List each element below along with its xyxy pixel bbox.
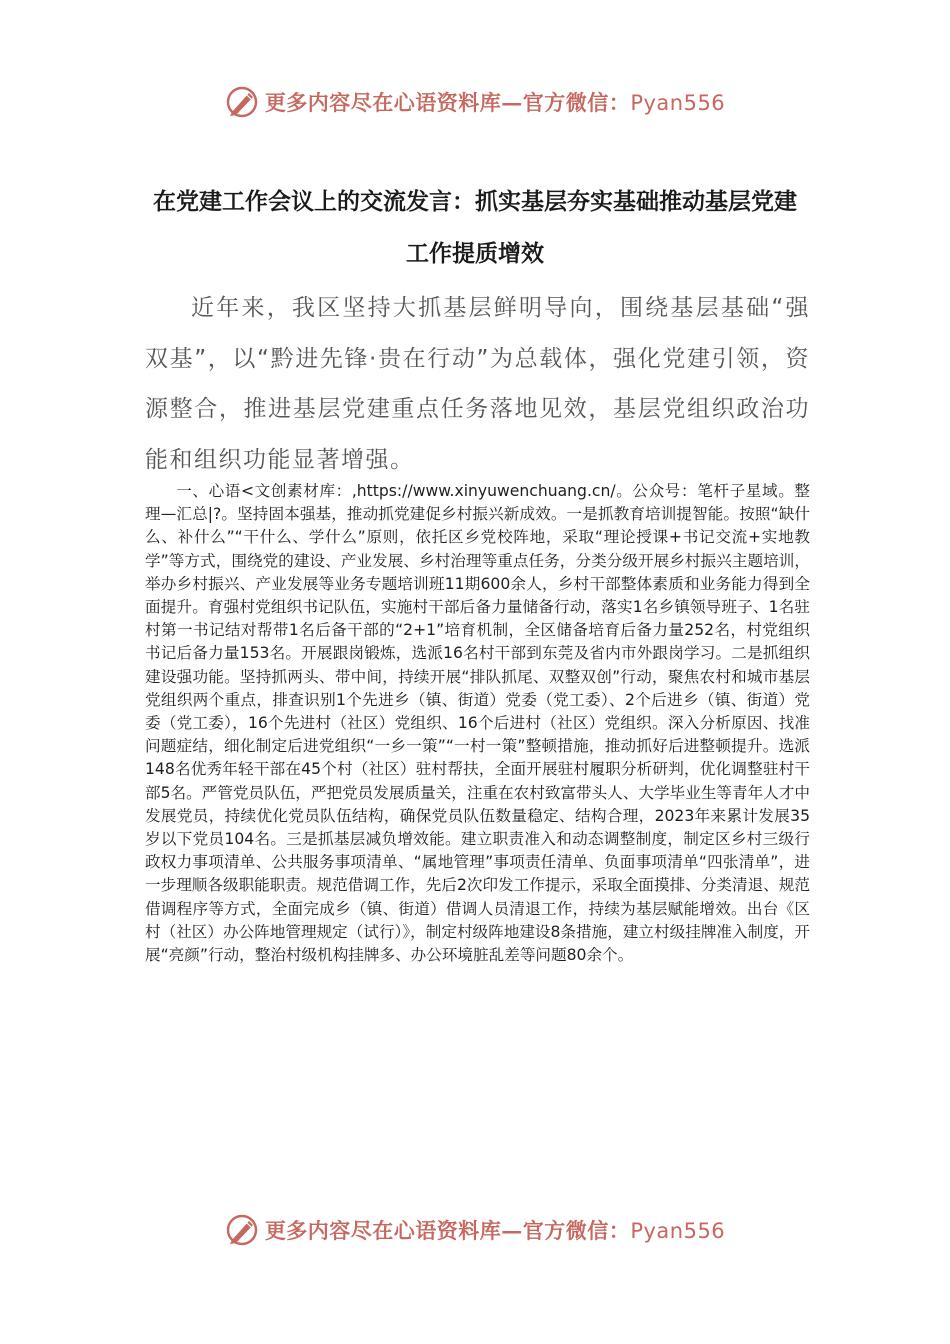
watermark-text: 更多内容尽在心语资料库—官方微信：Pyan556 — [264, 90, 726, 115]
lead-paragraph: 近年来，我区坚持大抓基层鲜明导向，围绕基层基础“强双基”，以“黔进先锋·贵在行动”为总载体，强化党建引领，资源整合，推进基层党建重点任务落地见效，基层党组织政治功能和组织功能显著增强。 — [145, 295, 810, 473]
body-paragraph: 一、心语<文创素材库：,https://www.xinyuwenchuang.cn/。公众号：笔杆子星域。整理—汇总|?。坚持固本强基，推动抓党建促乡村振兴新成效。一是抓教育培训提智能。按照“缺什么、补什么”“干什么、学什么”原则，依托区乡党校阵地，采取“理论授课+书记交流+实地教学”等方式，围绕党的建设、产业发展、乡村治理等重点任务，分类分级开展乡村振兴主题培训，举办乡村振兴、产业发展等业务专题培训班11期600余人，乡村干部整体素质和业务能力得到全面提升。育强村党组织书记队伍，实施村干部后备力量储备行动，落实1名乡镇领导班子、1名驻村第一书记结对帮带1名后备干部的“2+1”培育机制，全区储备培育后备力量252名，村党组织书记后备力量153名。开展跟岗锻炼，选派16名村干部到东莞及省内市外跟岗学习。二是抓组织建设强功能。坚持抓两头、带中间，持续开展“排队抓尾、双整双创”行动，聚焦农村和城市基层党组织两个重点，排查识别1个先进乡（镇、街道）党委（党工委）、2个后进乡（镇、街道）党委（党工委），16个先进村（社区）党组织、16个后进村（社区）党组织。深入分析原因、找准问题症结，细化制定后进党组织“一乡一策”“一村一策”整顿措施，推动抓好后进整顿提升。选派148名优秀年轻干部在45个村（社区）驻村帮扶，全面开展驻村履职分析研判，优化调整驻村干部5名。严管党员队伍，严把党员发展质量关，注重在农村致富带头人、大学毕业生等青年人才中发展党员，持续优化党员队伍结构，确保党员队伍数量稳定、结构合理，2023年来累计发展35岁以下党员104名。三是抓基层减负增效能。建立职责准入和动态调整制度，制定区乡村三级行政权力事项清单、公共服务事项清单、“属地管理”事项责任清单、负面事项清单“四张清单”，进一步理顺各级职能职责。规范借调工作，先后2次印发工作提示，采取全面摸排、分类清退、规范借调程序等方式，全面完成乡（镇、街道）借调人员清退工作，持续为基层赋能增效。出台《区村（社区）办公阵地管理规定（试行）》，制定村级阵地建设8条措施，建立村级挂牌准入制度，开展“亮颜”行动，整治村级机构挂牌多、办公环境脏乱差等问题80余个。 — [145, 482, 810, 965]
pen-logo-icon — [225, 85, 259, 119]
watermark-banner-bottom — [0, 1208, 950, 1252]
watermark-text: 更多内容尽在心语资料库—官方微信：Pyan556 — [264, 1218, 726, 1243]
watermark-wechat-id: Pyan556 — [630, 91, 726, 115]
document-title: 在党建工作会议上的交流发言：抓实基层夯实基础推动基层党建工作提质增效 — [153, 188, 797, 267]
pen-logo-icon — [225, 1213, 259, 1247]
watermark-banner-top — [0, 80, 950, 124]
watermark-wechat-id: Pyan556 — [630, 1219, 726, 1243]
